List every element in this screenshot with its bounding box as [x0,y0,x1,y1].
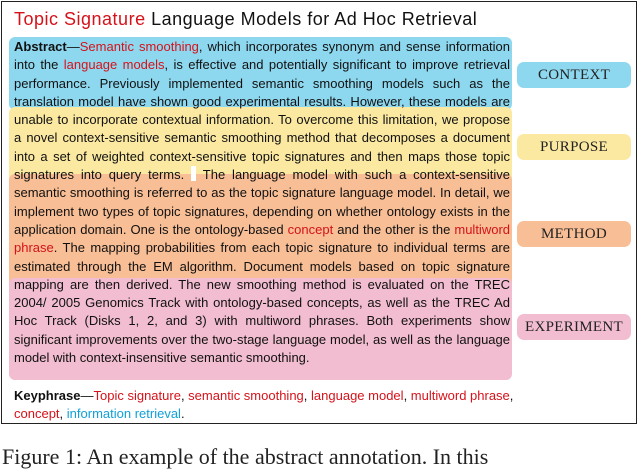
keyphrase-sep-4: , [509,388,514,403]
method-text-2: and the other is the [333,221,455,237]
figure-frame [1,1,637,424]
context-text-1: , which incorporates synonym and sense information into the [14,39,511,73]
keyphrase-heading: Keyphrase [14,388,81,403]
keyphrase-sep-6: . [180,406,185,421]
method-text-1: The language model with such a context-sensitive semantic smoothing is referred to as the topic signature language model. In detail, we implement two types of topic signatures, depending on whether ontology exists in the application domain. One is the ontology-based [14,167,511,237]
keyphrase-1: Topic signature [93,388,181,403]
purpose-text: To overcome this limitation, we propose a novel context-sensitive semantic smoothing method that decomposes a document into a set of weighted context-sensitive topic signatures and then maps those topic signatures into query terms. [14,112,510,183]
keyphrase-dash: — [80,388,94,403]
abstract-text [14,38,510,367]
experiment-text: The new smoothing method is evaluated on the TREC 2004/ 2005 Genomics Track with ontology-based concepts, as well as the TREC Ad Hoc Track (Disks 1, 2, and 3) with multiword phrases. Both experiments show significant improvements over the two-stage language model, as well as the language model with context-insensitive semantic smoothing. [14,276,510,366]
method-keyword-2: multiword phrase [14,221,510,256]
title-keyword: Topic Signature [14,9,146,29]
label-experiment: EXPERIMENT [517,314,631,340]
keyphrase-2: semantic smoothing [188,388,304,403]
paper-title [14,8,614,30]
context-keyword-1: Semantic smoothing [79,39,199,54]
keyphrase-sep-5: , [59,406,67,421]
keyphrase-4: multiword phrase [410,388,510,403]
keyphrase-5: concept [14,406,60,421]
title-rest: Language Models for Ad Hoc Retrieval [145,9,478,29]
context-text-2: , is effective and potentially significant to improve retrieval performance. Previously implemented semantic smoothing models such as the translation model have shown good experimental results. However, these models are unable to incorporate contextual information. [14,57,510,128]
label-purpose: PURPOSE [517,134,631,160]
abstract-dash: — [66,39,80,54]
keyphrase-3: language model [311,388,404,403]
keyphrase-6: information retrieval [66,406,181,421]
keyphrase-line [14,387,514,423]
method-text-3: . The mapping probabilities from each topic signature to individual terms are estimated through the EM algorithm. Document models based on topic signature mapping are then derived. [14,240,510,292]
label-context: CONTEXT [517,62,631,88]
context-keyword-2: language models [63,57,165,73]
abstract-heading: Abstract [14,39,67,54]
label-method: METHOD [517,221,631,247]
method-keyword-1: concept [287,221,334,237]
keyphrase-sep-3: , [403,388,411,403]
keyphrase-sep-2: , [303,388,312,403]
keyphrase-sep-1: , [180,388,189,403]
figure-caption: Figure 1: An example of the abstract annotation. In this [2,444,489,469]
